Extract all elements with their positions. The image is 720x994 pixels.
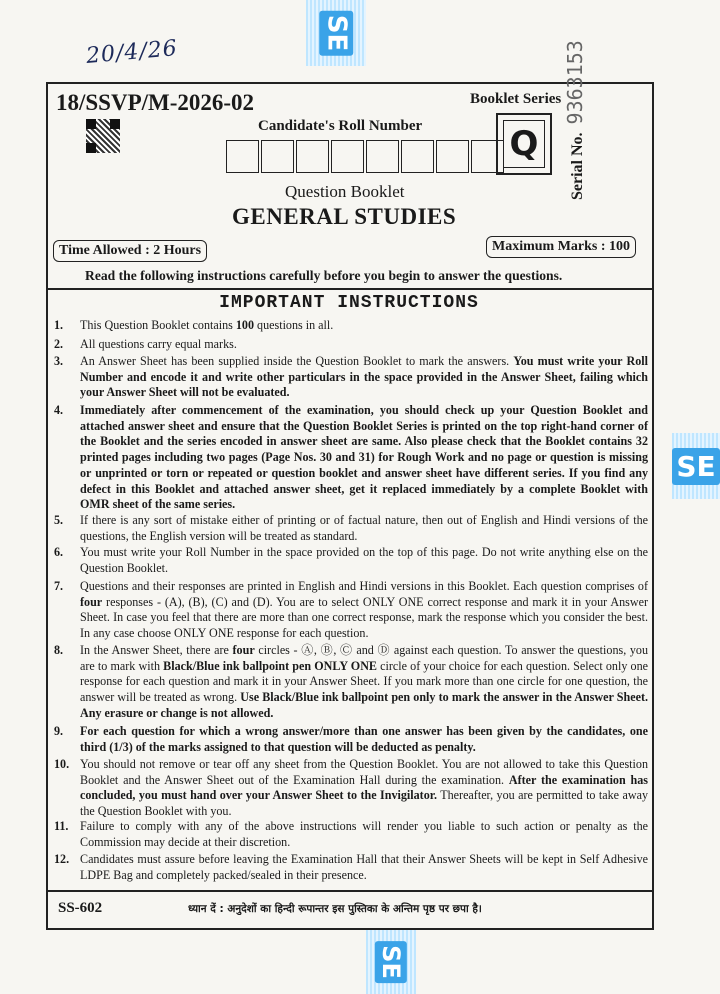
instruction-number: 5.	[54, 513, 64, 527]
instruction-number: 8.	[54, 643, 64, 657]
instruction-text: All questions carry equal marks.	[80, 337, 237, 351]
instruction-text: You should not remove or tear off any sheet from the Question Booklet. You are not allowed to take this Question Booklet and the Answer Sheet out of the Examination Hall during the examination. After the examination has concluded, you must hand over your Answer Sheet to the Invigilator. Thereafter, you are permitted to take away the Question Booklet with you.	[80, 757, 648, 819]
seal-text: SE	[319, 11, 353, 56]
instruction-text: You must write your Roll Number in the space provided on the top of this page. Do not write anything else on the Question Booklet.	[80, 545, 648, 575]
instruction-number: 10.	[54, 757, 70, 771]
instruction-number: 1.	[54, 318, 64, 332]
instruction-number: 3.	[54, 354, 64, 368]
instruction-item	[54, 643, 648, 722]
roll-number-box[interactable]	[366, 140, 399, 173]
instruction-number: 4.	[54, 403, 64, 417]
instruction-item	[54, 757, 648, 820]
instructions-title: IMPORTANT INSTRUCTIONS	[46, 288, 652, 313]
instruction-item	[54, 819, 648, 850]
seal-text: SE	[672, 448, 719, 485]
roll-number-box[interactable]	[331, 140, 364, 173]
roll-number-box[interactable]	[436, 140, 469, 173]
booklet-series-box	[496, 113, 552, 175]
seal-stamp-right	[672, 433, 720, 499]
instruction-text: Immediately after commencement of the examination, you should check up your Question Booklet and attached answer sheet and ensure that the Question Booklet Series is printed on the top right-hand corner of the Booklet and the series encoded in answer sheet are same. Also please check that the Booklet contains 32 printed pages including two pages (Page Nos. 30 and 31) for Rough Work and no page or question is missing or unprinted or torn or repeated or question booklet and answer sheet have different series. If you find any defect in this Booklet and attached answer sheet, get it replaced immediately by a complete Booklet with OMR sheet of the same series.	[80, 403, 648, 512]
instruction-number: 2.	[54, 337, 64, 351]
roll-number-label: Candidate's Roll Number	[258, 118, 423, 134]
hindi-note: ध्यान दें : अनुदेशों का हिन्दी रूपान्तर इस पुस्तिका के अन्तिम पृष्ठ पर छपा है।	[188, 903, 482, 915]
instruction-item	[54, 724, 648, 755]
instruction-text: Questions and their responses are printed in English and Hindi versions in this Booklet. Each question comprises of four responses - (A), (B), (C) and (D). You are to select ONLY ONE correct response and mark it in your Answer Sheet. In case you feel that there are more than one correct response, mark the response which you consider the best. In any case choose ONLY ONE response for each question.	[80, 579, 648, 641]
instruction-text: In the Answer Sheet, there are four circles - Ⓐ, Ⓑ, Ⓒ and Ⓓ against each question. To answer the questions, you are to mark with Black/Blue ink ballpoint pen ONLY ONE circle of your choice for each question. Select only one response for each question and mark it in your Answer Sheet. If you mark more than one circle for one question, the answer will be treated as wrong. Use Black/Blue ink ballpoint pen only to mark the answer in the Answer Sheet. Any erasure or change is not allowed.	[80, 643, 649, 720]
subject-title: GENERAL STUDIES	[232, 204, 457, 229]
read-instructions-line: Read the following instructions carefully before you begin to answer the questions.	[85, 268, 563, 283]
instruction-number: 11.	[54, 819, 69, 833]
roll-number-box[interactable]	[401, 140, 434, 173]
instruction-item	[54, 852, 648, 883]
serial-label: Serial No.	[569, 132, 586, 200]
footer-code: SS-602	[58, 900, 103, 916]
roll-number-box[interactable]	[296, 140, 329, 173]
instruction-number: 12.	[54, 852, 70, 866]
instruction-item	[54, 545, 648, 576]
instruction-item	[54, 513, 648, 544]
instruction-text: This Question Booklet contains 100 questions in all.	[80, 318, 334, 332]
roll-number-box[interactable]	[226, 140, 259, 173]
serial-number	[563, 40, 623, 200]
instruction-number: 7.	[54, 579, 64, 593]
max-marks-badge: Maximum Marks : 100	[486, 236, 636, 258]
qr-code-icon	[86, 119, 120, 153]
time-allowed-badge: Time Allowed : 2 Hours	[53, 240, 207, 262]
instruction-text: Failure to comply with any of the above instructions will render you liable to such action or penalty as the Commission may decide at their discretion.	[80, 819, 648, 849]
booklet-series-label: Booklet Series	[470, 91, 562, 107]
instruction-text: Candidates must assure before leaving the Examination Hall that their Answer Sheets will be kept in Self Adhesive LDPE Bag and completely packed/sealed in their presence.	[80, 852, 648, 882]
instruction-text: An Answer Sheet has been supplied inside the Question Booklet to mark the answers. You must write your Roll Number and encode it and write other particulars in the space provided in the Answer Sheet, failing which your Answer Sheet will not be evaluated.	[80, 354, 648, 400]
booklet-series-letter: Q	[503, 120, 545, 168]
footer-divider	[46, 890, 652, 892]
instruction-item	[54, 337, 648, 353]
instruction-text: If there is any sort of mistake either of printing or of factual nature, then out of English and Hindi versions of the questions, the English version will be treated as standard.	[80, 513, 648, 543]
handwritten-date: 20/4/26	[85, 36, 179, 69]
seal-stamp-top	[306, 0, 366, 66]
roll-number-boxes	[226, 140, 506, 173]
serial-value: 9363153	[563, 40, 587, 125]
instruction-item	[54, 318, 648, 334]
booklet-label: Question Booklet	[285, 182, 405, 201]
exam-code: 18/SSVP/M-2026-02	[56, 90, 255, 115]
roll-number-box[interactable]	[261, 140, 294, 173]
instruction-number: 6.	[54, 545, 64, 559]
instruction-text: For each question for which a wrong answer/more than one answer has been given by the candidates, one third (1/3) of the marks assigned to that question will be deducted as penalty.	[80, 724, 648, 754]
instruction-item	[54, 403, 648, 513]
instruction-number: 9.	[54, 724, 64, 738]
instruction-item	[54, 354, 648, 401]
seal-text: SE	[375, 941, 407, 983]
seal-stamp-bottom	[366, 930, 416, 994]
instruction-item	[54, 579, 648, 642]
